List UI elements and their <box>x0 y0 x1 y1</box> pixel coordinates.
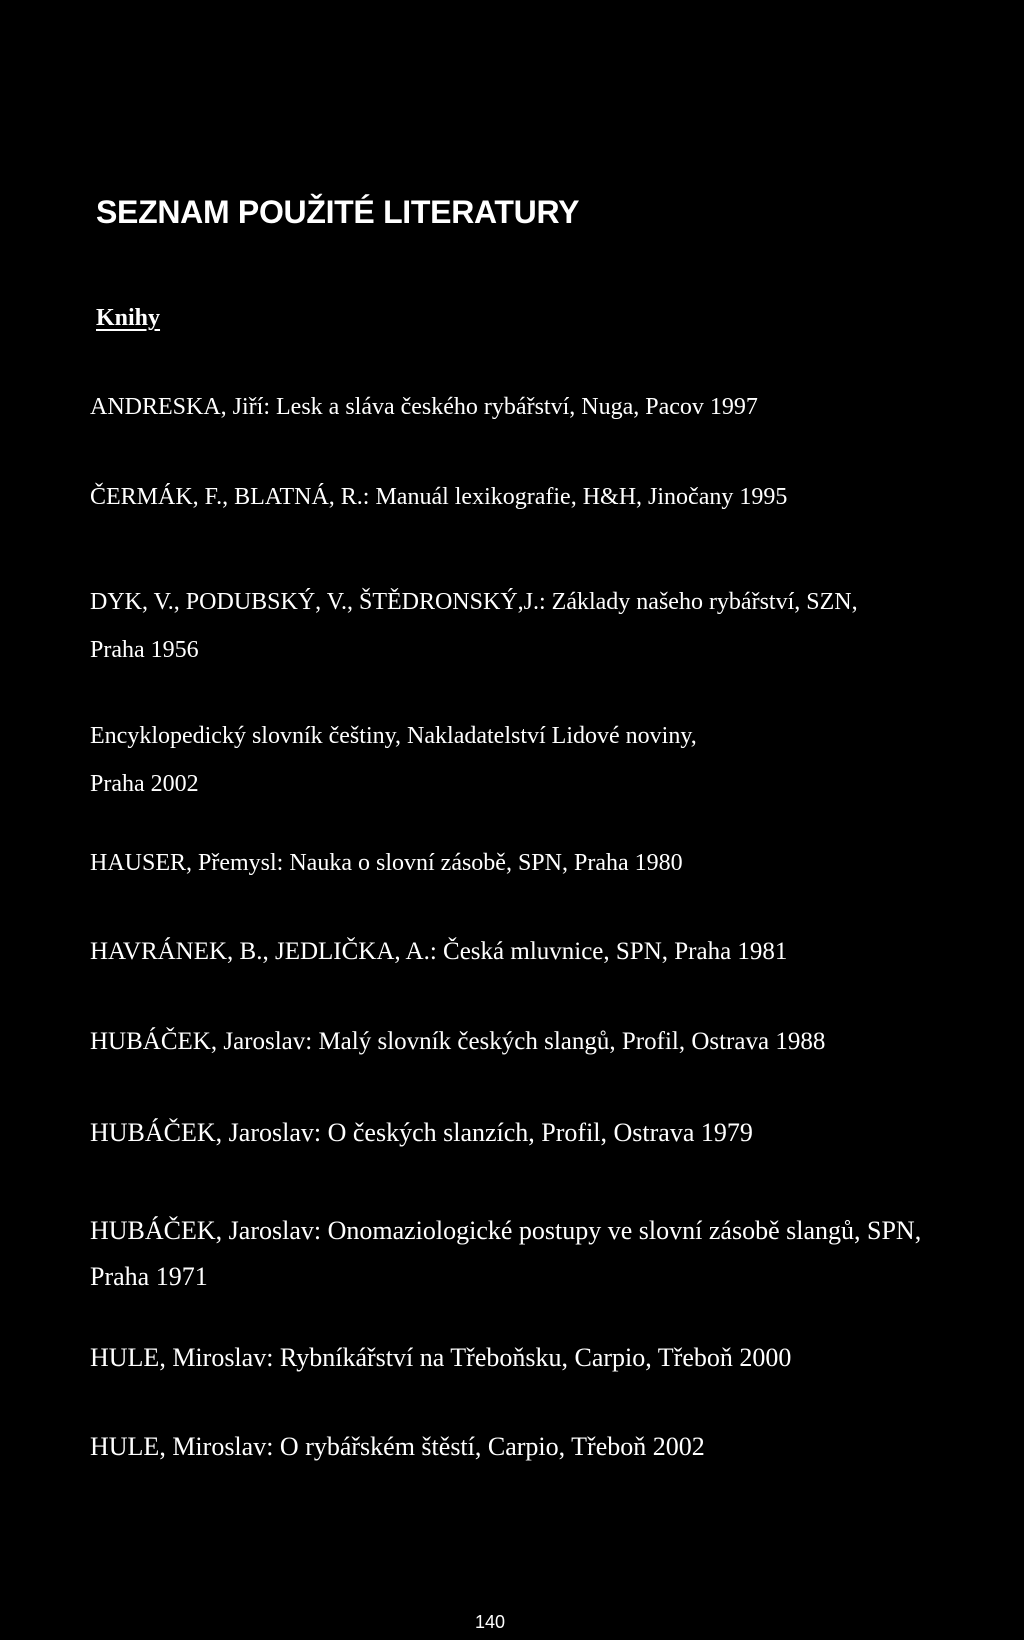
reference-entry <box>90 1028 825 1056</box>
reference-entry <box>90 1343 791 1373</box>
reference-text-continuation: Praha 1971 <box>90 1262 208 1291</box>
reference-entry <box>90 938 787 966</box>
reference-entry <box>90 712 697 808</box>
reference-entry <box>90 484 787 511</box>
reference-text-continuation: Praha 2002 <box>90 771 199 797</box>
reference-text: HUBÁČEK, Jaroslav: O českých slanzích, Profil, Ostrava 1979 <box>90 1118 753 1147</box>
reference-entry <box>90 850 683 877</box>
reference-text: HULE, Miroslav: Rybníkářství na Třeboňsku, Carpio, Třeboň 2000 <box>90 1343 792 1372</box>
reference-text: ČERMÁK, F., BLATNÁ, R.: Manuál lexikografie, H&H, Jinočany 1995 <box>90 484 788 510</box>
reference-text: Encyklopedický slovník češtiny, Nakladatelství Lidové noviny, <box>90 723 697 749</box>
reference-entry <box>90 1432 705 1462</box>
reference-text: DYK, V., PODUBSKÝ, V., ŠTĚDRONSKÝ,J.: Základy našeho rybářství, SZN, <box>90 589 858 615</box>
reference-entry <box>90 578 858 674</box>
reference-entry <box>90 1208 921 1300</box>
reference-text: ANDRESKA, Jiří: Lesk a sláva českého rybářství, Nuga, Pacov 1997 <box>90 394 758 420</box>
reference-text: HUBÁČEK, Jaroslav: Malý slovník českých slangů, Profil, Ostrava 1988 <box>90 1028 826 1055</box>
page-title: SEZNAM POUŽITÉ LITERATURY <box>96 194 580 230</box>
reference-entry <box>90 1118 753 1148</box>
reference-entry <box>90 394 758 421</box>
reference-text: HULE, Miroslav: O rybářském štěstí, Carpio, Třeboň 2002 <box>90 1432 705 1461</box>
reference-text: HUBÁČEK, Jaroslav: Onomaziologické postupy ve slovní zásobě slangů, SPN, <box>90 1216 922 1245</box>
page-number: 140 <box>474 1612 506 1632</box>
reference-text: HAUSER, Přemysl: Nauka o slovní zásobě, SPN, Praha 1980 <box>90 850 683 876</box>
section-heading-books: Knihy <box>96 305 161 331</box>
reference-text-continuation: Praha 1956 <box>90 637 199 663</box>
reference-text: HAVRÁNEK, B., JEDLIČKA, A.: Česká mluvnice, SPN, Praha 1981 <box>90 938 788 965</box>
